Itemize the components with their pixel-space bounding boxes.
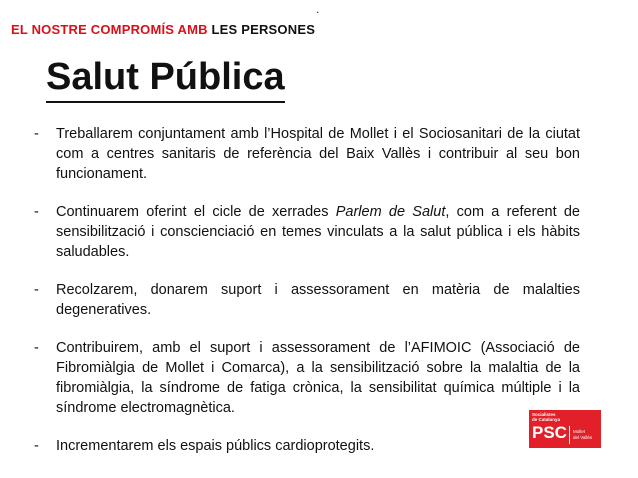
list-item-emphasis: Parlem de Salut: [335, 204, 446, 220]
header-red-text: EL NOSTRE COMPROMÍS AMB: [11, 22, 208, 37]
list-item-text-before: Continuarem oferint el cicle de xerrades: [56, 204, 336, 220]
logo-acronym: PSC: [532, 423, 567, 442]
list-item-text: [56, 202, 580, 262]
list-item: [34, 280, 580, 320]
list-item: [34, 436, 580, 456]
logo-right: [570, 410, 601, 448]
list-item-text-after: , com a referent de sensibilització i conscienciació en temes vinculats a la salut pública i els hàbits saludables.: [56, 204, 580, 260]
logo-line-4: del Vallès: [573, 434, 593, 440]
bullet-dash: -: [34, 204, 39, 220]
list-item-text: Treballarem conjuntament amb l’Hospital de Mollet i el Sociosanitari de la ciutat com a centres sanitaris de referència del Baix Vallès i contribuir al seu bon funcionament.: [56, 126, 580, 182]
bullet-dash: -: [34, 340, 39, 356]
section-header: [11, 22, 315, 37]
list-item: [34, 338, 580, 418]
list-item: [34, 124, 580, 184]
bullet-list: [34, 124, 580, 474]
list-item-text: Contribuirem, amb el suport i assessorament de l’AFIMOIC (Associació de Fibromiàlgia de Mollet i Comarca), a la sensibilització sobre la malaltia de la fibromiàlgia, la síndrome de fatiga crònica, la sensibilitat química múltiple i la síndrome electromagnètica.: [56, 340, 580, 416]
header-black-text: LES PERSONES: [211, 22, 316, 37]
bullet-dash: -: [34, 438, 39, 454]
list-item: [34, 202, 580, 262]
list-item-text: Recolzarem, donarem suport i assessorament en matèria de malalties degeneratives.: [56, 282, 580, 318]
logo-line-2: de Catalunya: [532, 417, 561, 422]
logo-left: [529, 410, 569, 448]
page-title: Salut Pública: [46, 56, 285, 103]
top-dot: .: [316, 2, 320, 16]
bullet-dash: -: [34, 282, 39, 298]
logo-line-3: Mollet: [573, 429, 586, 434]
list-item-text: Incrementarem els espais públics cardioprotegits.: [56, 438, 375, 454]
bullet-dash: -: [34, 126, 39, 142]
psc-logo: [529, 410, 601, 448]
logo-line-1: Socialistes: [532, 412, 556, 417]
